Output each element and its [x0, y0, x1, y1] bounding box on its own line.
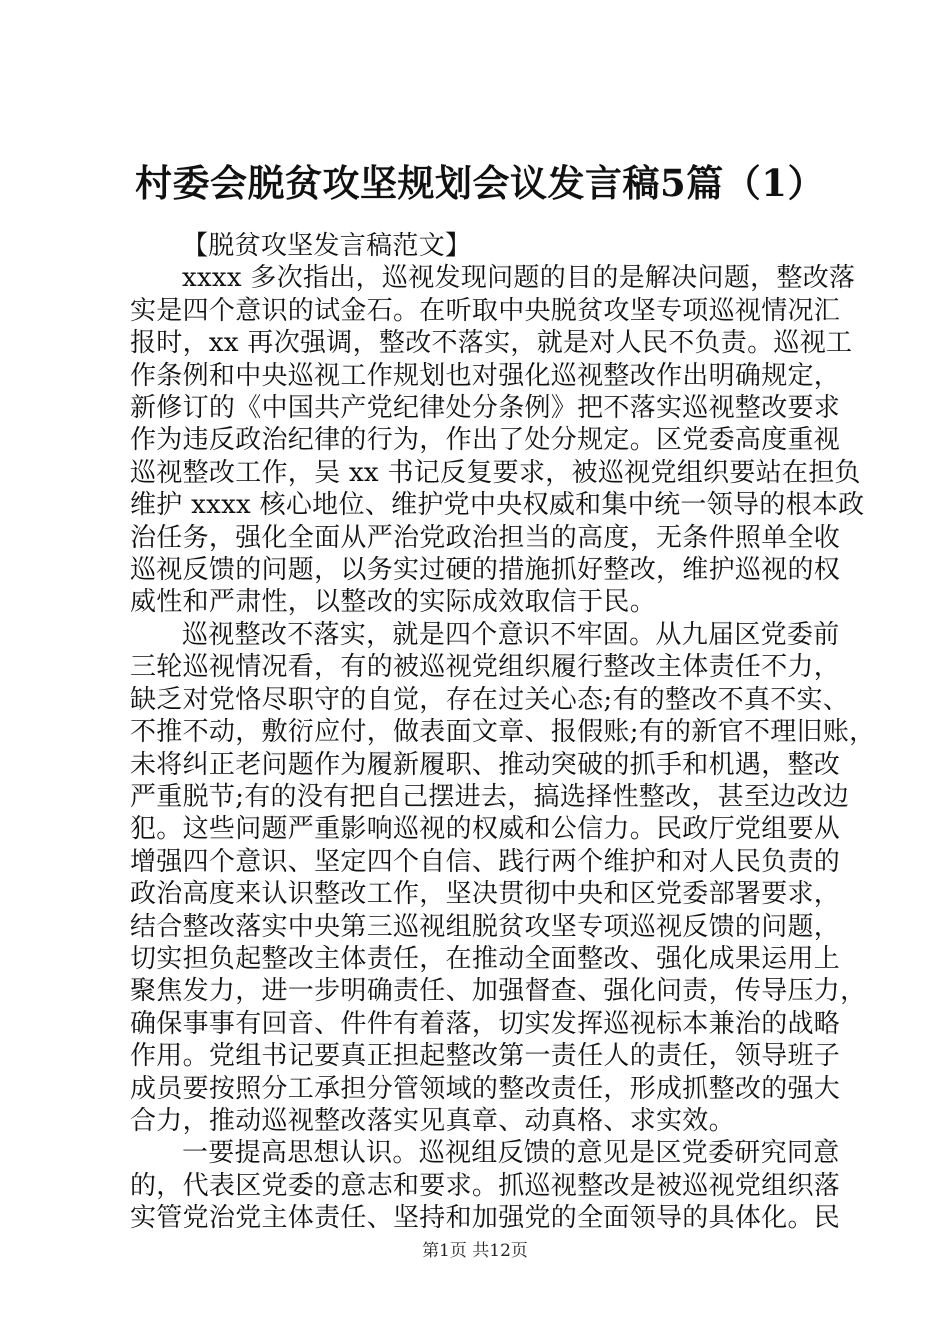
paragraph-line: 合力，推动巡视整改落实见真章、动真格、求实效。 — [130, 1105, 735, 1136]
paragraph-line: 不推不动，敷衍应付，做表面文章、报假账;有的新官不理旧账， — [130, 717, 876, 748]
section-heading-text: 【脱贫攻坚发言稿范文】 — [182, 231, 472, 261]
document-title: 村委会脱贫攻坚规划会议发言稿5篇（1） — [135, 161, 825, 205]
paragraph-line: 实管党治党主体责任、坚持和加强党的全面领导的具体化。民 — [130, 1203, 841, 1234]
paragraph-line: 治任务，强化全面从严治党政治担当的高度，无条件照单全收 — [130, 522, 841, 553]
paragraph-list — [130, 262, 876, 1234]
paragraph-line: 报时，xx 再次强调，整改不落实，就是对人民不负责。巡视工 — [130, 328, 853, 359]
paragraph-line: 严重脱节;有的没有把自己摆进去，搞选择性整改，甚至边改边 — [130, 781, 850, 812]
body-paragraph — [130, 1137, 841, 1234]
paragraph-line: 未将纠正老问题作为履新履职、推动突破的抓手和机遇，整改 — [130, 749, 841, 780]
paragraph-line: 成员要按照分工承担分管领域的整改责任，形成抓整改的强大 — [130, 1073, 841, 1104]
section-heading — [130, 230, 830, 262]
paragraph-line: 确保事事有回音、件件有着落，切实发挥巡视标本兼治的战略 — [130, 1008, 841, 1039]
paragraph-line: 巡视反馈的问题，以务实过硬的措施抓好整改，维护巡视的权 — [130, 555, 841, 586]
paragraph-line: 作条例和中央巡视工作规划也对强化巡视整改作出明确规定， — [130, 360, 841, 391]
body-paragraph — [130, 262, 865, 618]
paragraph-line: 结合整改落实中央第三巡视组脱贫攻坚专项巡视反馈的问题， — [130, 911, 841, 942]
paragraph-line: 增强四个意识、坚定四个自信、践行两个维护和对人民负责的 — [130, 846, 841, 877]
page-footer: 第1页 共12页 — [422, 1241, 528, 1261]
paragraph-line: 作用。党组书记要真正担起整改第一责任人的责任，领导班子 — [130, 1041, 841, 1072]
paragraph-line: 作为违反政治纪律的行为，作出了处分规定。区党委高度重视 — [130, 425, 841, 456]
paragraph-line: 巡视整改不落实，就是四个意识不牢固。从九届区党委前 — [182, 619, 840, 650]
paragraph-line: xxxx 多次指出，巡视发现问题的目的是解决问题，整改落 — [182, 263, 856, 294]
paragraph-line: 的，代表区党委的意志和要求。抓巡视整改是被巡视党组织落 — [130, 1170, 841, 1201]
paragraph-line: 缺乏对党恪尽职守的自觉，存在过关心态;有的整改不真不实、 — [130, 684, 850, 715]
paragraph-line: 威性和严肃性，以整改的实际成效取信于民。 — [130, 587, 657, 618]
body-paragraph — [130, 619, 876, 1138]
paragraph-line: 切实担负起整改主体责任，在推动全面整改、强化成果运用上 — [130, 943, 841, 974]
paragraph-line: 巡视整改工作，吴 xx 书记反复要求，被巡视党组织要站在担负 — [130, 457, 861, 488]
paragraph-line: 犯。这些问题严重影响巡视的权威和公信力。民政厅党组要从 — [130, 814, 841, 845]
paragraph-line: 新修订的《中国共产党纪律处分条例》把不落实巡视整改要求 — [130, 393, 841, 424]
paragraph-line: 政治高度来认识整改工作，坚决贯彻中央和区党委部署要求， — [130, 879, 841, 910]
paragraph-line: 三轮巡视情况看，有的被巡视党组织履行整改主体责任不力， — [130, 652, 841, 683]
paragraph-line: 实是四个意识的试金石。在听取中央脱贫攻坚专项巡视情况汇 — [130, 295, 841, 326]
paragraph-line: 维护 xxxx 核心地位、维护党中央权威和集中统一领导的根本政 — [130, 490, 865, 521]
paragraph-line: 聚焦发力，进一步明确责任、加强督查、强化问责，传导压力， — [130, 976, 867, 1007]
document-body — [130, 230, 876, 1235]
paragraph-line: 一要提高思想认识。巡视组反馈的意见是区党委研究同意 — [182, 1138, 840, 1169]
